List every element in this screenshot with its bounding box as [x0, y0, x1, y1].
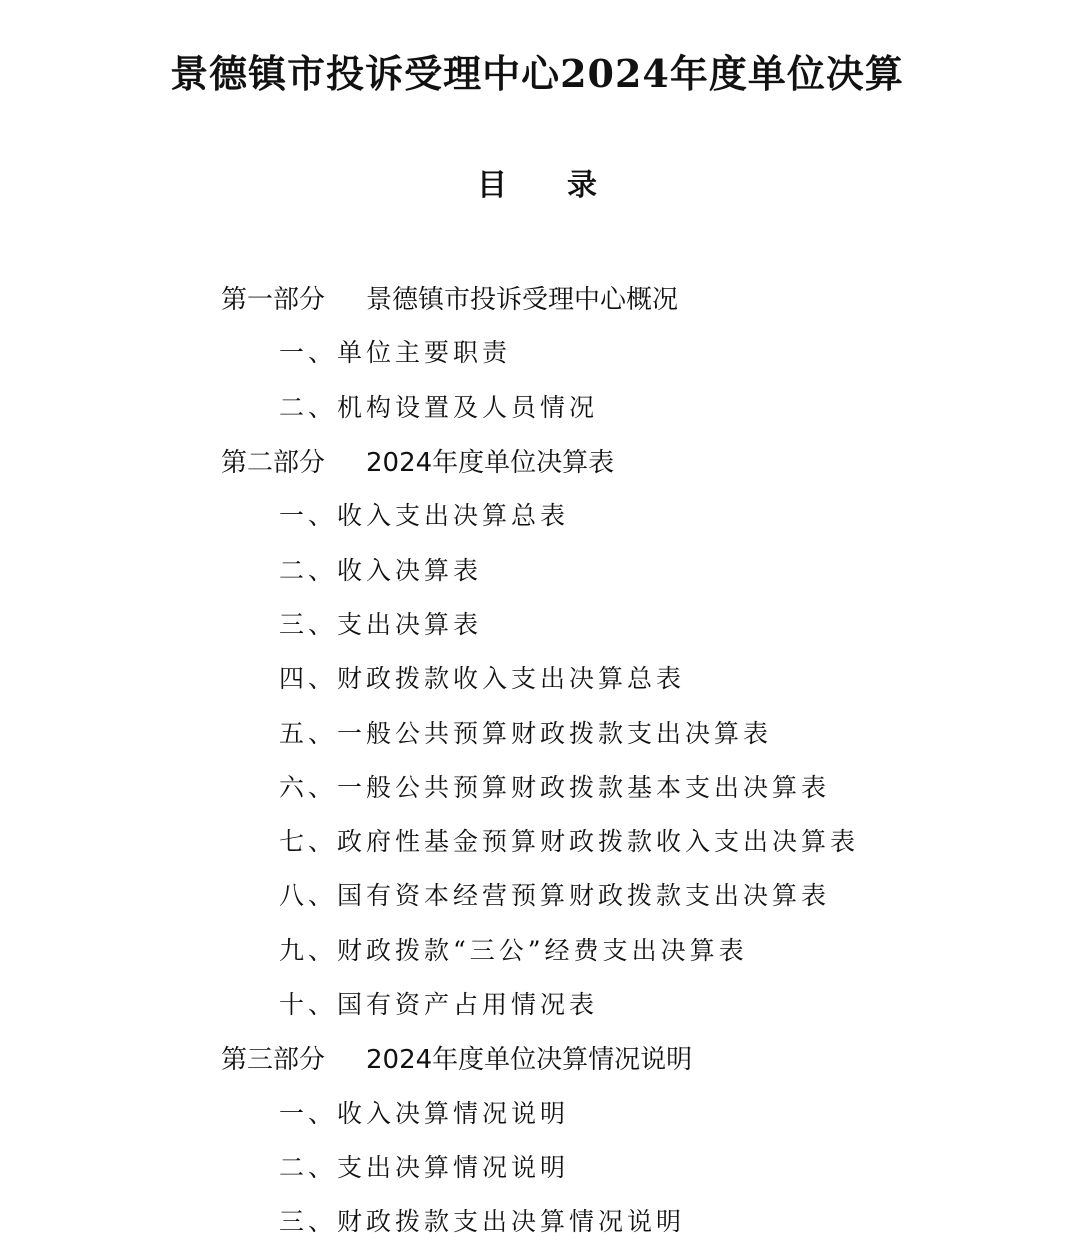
toc-part-3[interactable] — [0, 1030, 1074, 1084]
toc-item[interactable]: 九、财政拨款“三公”经费支出决算表 — [279, 935, 748, 965]
toc-item[interactable]: 一、收入支出决算总表 — [279, 501, 570, 531]
toc-part-number: 第二部分 — [221, 447, 326, 478]
toc-item[interactable]: 一、收入决算情况说明 — [279, 1098, 570, 1128]
toc-part-title: 2024年度单位决算情况说明 — [366, 1044, 693, 1075]
toc-part-1[interactable] — [0, 270, 1074, 324]
toc-part-title: 景德镇市投诉受理中心概况 — [366, 284, 679, 315]
toc-item[interactable]: 一、单位主要职责 — [279, 338, 512, 368]
toc-part-2[interactable] — [0, 433, 1074, 487]
toc-item[interactable]: 二、支出决算情况说明 — [279, 1152, 570, 1182]
toc-item[interactable]: 三、支出决算表 — [279, 609, 483, 639]
toc-item[interactable]: 六、一般公共预算财政拨款基本支出决算表 — [279, 772, 831, 802]
toc-item[interactable]: 十、国有资产占用情况表 — [279, 990, 599, 1019]
toc-item[interactable]: 三、财政拨款支出决算情况说明 — [279, 1207, 686, 1237]
toc-part-number: 第一部分 — [221, 284, 326, 315]
toc-item[interactable]: 八、国有资本经营预算财政拨款支出决算表 — [279, 881, 831, 911]
toc-item[interactable]: 二、机构设置及人员情况 — [279, 392, 599, 422]
toc-item[interactable]: 四、财政拨款收入支出决算总表 — [279, 664, 686, 694]
toc-part-number: 第三部分 — [221, 1044, 326, 1075]
toc-item[interactable]: 五、一般公共预算财政拨款支出决算表 — [279, 718, 773, 748]
toc-item[interactable]: 二、收入决算表 — [279, 555, 483, 585]
toc-item[interactable]: 七、政府性基金预算财政拨款收入支出决算表 — [279, 827, 860, 857]
table-of-contents — [0, 270, 1074, 1247]
toc-part-title: 2024年度单位决算表 — [366, 447, 615, 478]
document-title: 景德镇市投诉受理中心2024年度单位决算 — [170, 51, 904, 96]
toc-heading: 目录 — [477, 168, 657, 203]
